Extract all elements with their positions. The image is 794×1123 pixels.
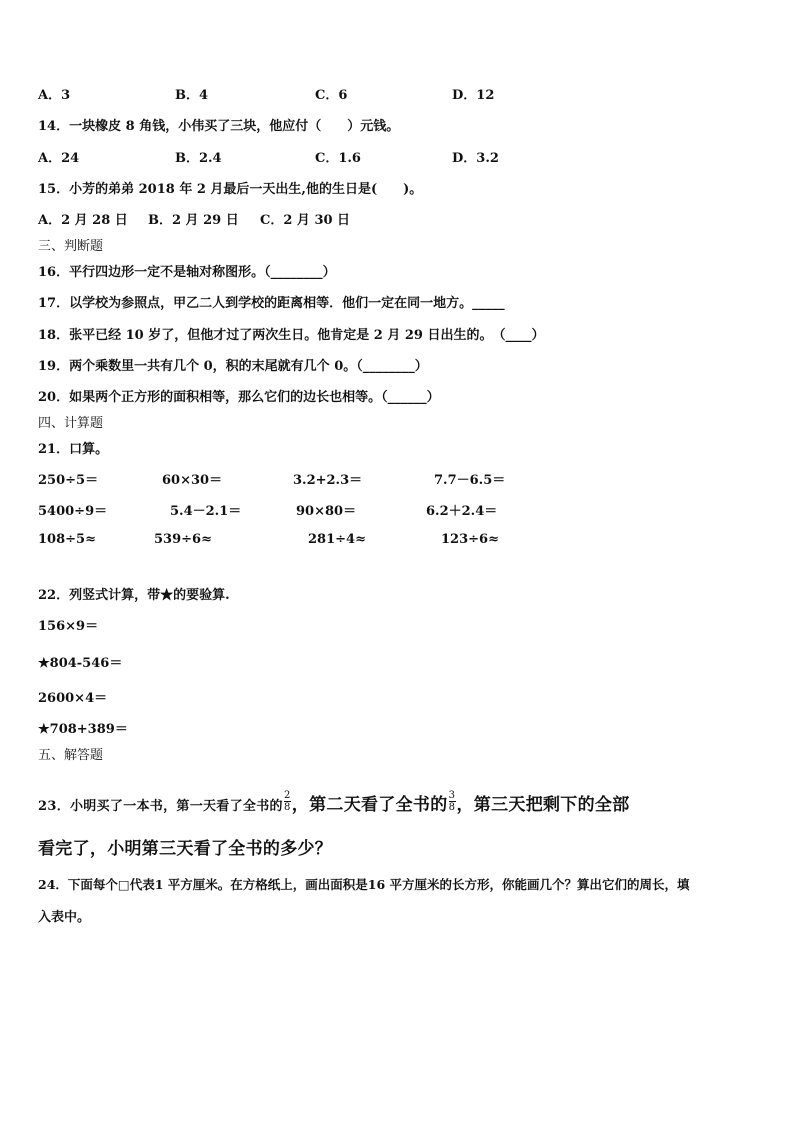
q13-option-a[interactable]: A．3	[38, 88, 71, 103]
q21-item: 108÷5≈	[38, 532, 96, 547]
q24-line-1: 24．下面每个□代表1 平方厘米。在方格纸上，画出面积是16 平方厘米的长方形，你能画几个？算出它们的周长，填	[38, 877, 690, 892]
q21-item: 6.2＋2.4＝	[426, 504, 498, 519]
q21-item: 281÷4≈	[308, 532, 366, 547]
q21-item: 60×30＝	[162, 473, 223, 488]
q15-question: 15．小芳的弟弟 2018 年 2 月最后一天出生,他的生日是( )。	[38, 182, 423, 197]
q13-option-d[interactable]: D．12	[452, 88, 495, 103]
q21-item: 90×80＝	[296, 504, 357, 519]
q15-option-a[interactable]: A．2 月 28 日	[38, 213, 128, 228]
q23-line-1	[38, 790, 630, 815]
q21-item: 123÷6≈	[441, 532, 499, 547]
q23-part-3: ，第三天把剩下的全部	[456, 795, 630, 815]
section-3-heading: 三、判断题	[38, 239, 104, 254]
q21-item: 250÷5＝	[38, 473, 99, 488]
q21-item: 539÷6≈	[154, 532, 212, 547]
q22-item: ★804-546＝	[38, 656, 123, 671]
section-4-heading: 四、计算题	[38, 416, 104, 431]
q13-option-b[interactable]: B．4	[175, 88, 209, 103]
q15-option-b[interactable]: B．2 月 29 日	[148, 213, 239, 228]
q21-item: 7.7－6.5＝	[434, 473, 506, 488]
section-5-heading: 五、解答题	[38, 748, 104, 763]
q14-option-a[interactable]: A．24	[38, 151, 80, 166]
q14-question: 14．一块橡皮 8 角钱，小伟买了三块，他应付（ ）元钱。	[38, 119, 400, 134]
q13-option-c[interactable]: C．6	[315, 88, 348, 103]
q14-option-c[interactable]: C．1.6	[315, 151, 361, 166]
q24-line-2: 入表中。	[38, 910, 91, 925]
q22-title: 22．列竖式计算，带★的要验算.	[38, 588, 230, 603]
q21-item: 5400÷9＝	[38, 504, 108, 519]
q23-part-2: ，第二天看了全书的	[291, 795, 448, 815]
q14-option-d[interactable]: D．3.2	[452, 151, 499, 166]
q15-option-c[interactable]: C．2 月 30 日	[260, 213, 351, 228]
q23-line-2: 看完了，小明第三天看了全书的多少？	[38, 839, 333, 859]
q22-item: 156×9＝	[38, 619, 99, 634]
q18-question: 18．张平已经 10 岁了，但他才过了两次生日。他肯定是 2 月 29 日出生的。 （____）	[38, 328, 545, 343]
q19-question: 19．两个乘数里一共有几个 0，积的末尾就有几个 0。（________）	[38, 359, 428, 374]
q20-question: 20．如果两个正方形的面积相等，那么它们的边长也相等。（______）	[38, 390, 440, 405]
q21-item: 3.2+2.3＝	[293, 473, 363, 488]
q21-item: 5.4－2.1＝	[170, 504, 242, 519]
q21-title: 21．口算。	[38, 442, 109, 457]
q14-option-b[interactable]: B．2.4	[175, 151, 222, 166]
q22-item: ★708+389＝	[38, 722, 128, 737]
q23-part-1: 23．小明买了一本书，第一天看了全书的	[38, 799, 283, 814]
q22-item: 2600×4＝	[38, 691, 108, 706]
q17-question: 17．以学校为参照点，甲乙二人到学校的距离相等．他们一定在同一地方。_____	[38, 296, 505, 311]
q16-question: 16．平行四边形一定不是轴对称图形。（________）	[38, 265, 336, 280]
fraction-three-eighths: $\frac{3}{8}$	[448, 790, 456, 813]
fraction-two-eighths: $\frac{2}{8}$	[283, 790, 291, 813]
